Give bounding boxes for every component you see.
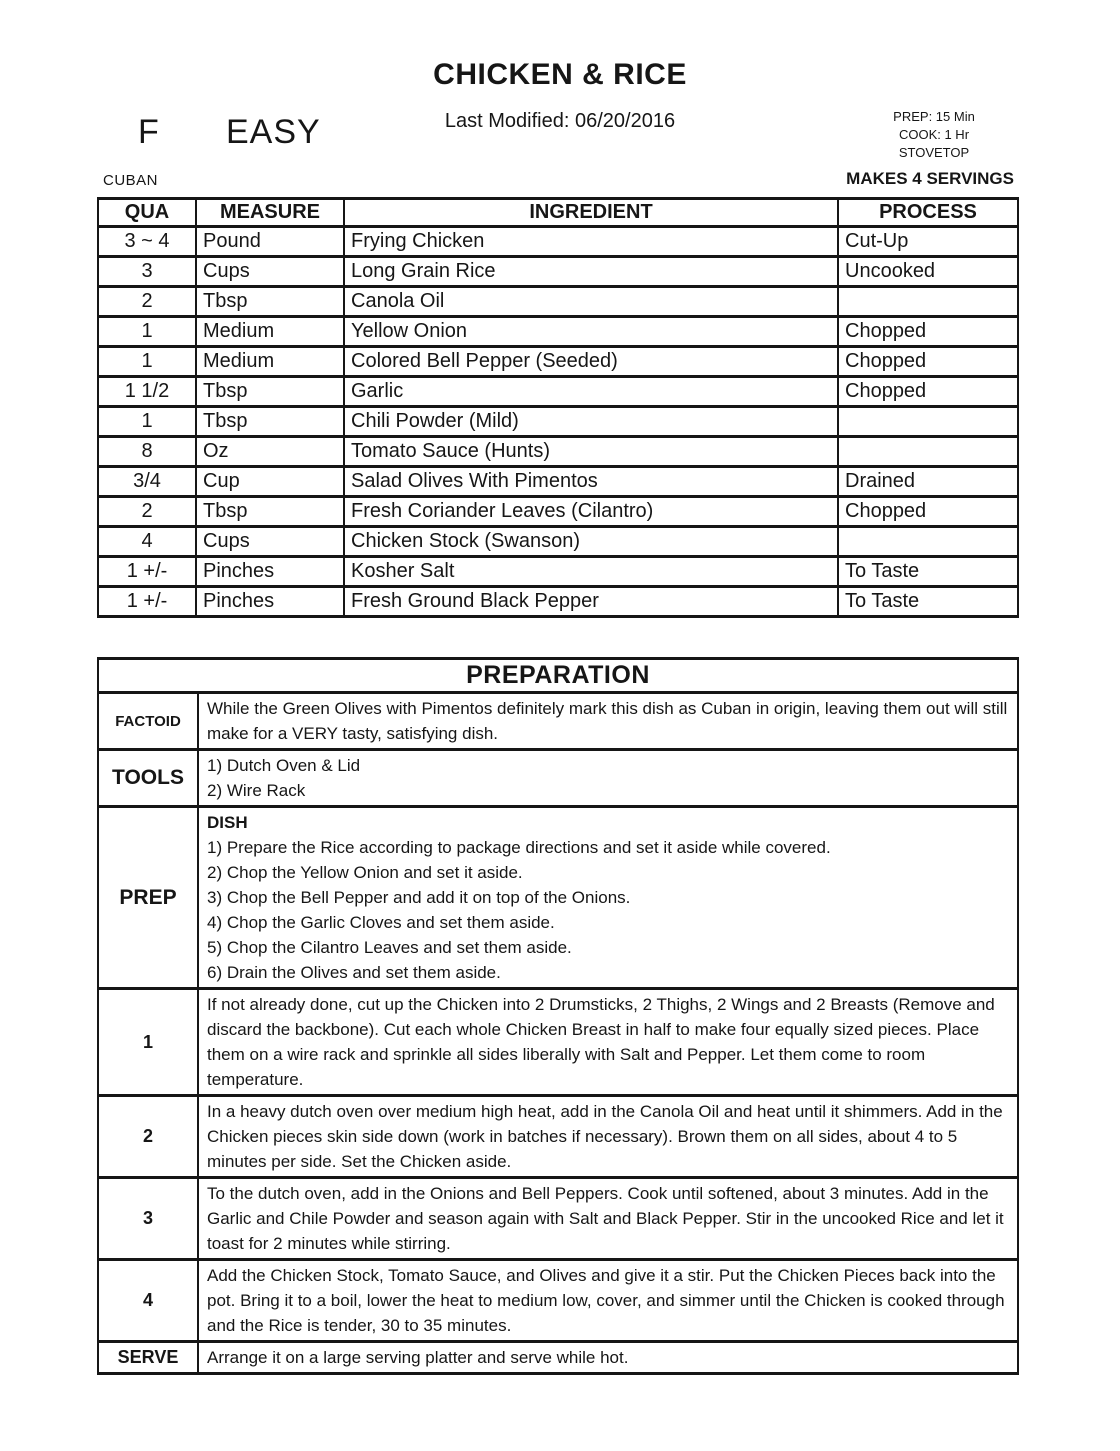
ingredient-process: [838, 527, 1018, 557]
ingredient-process: Uncooked: [838, 257, 1018, 287]
tool-item: 2) Wire Rack: [207, 781, 306, 800]
column-header-process: PROCESS: [838, 199, 1018, 227]
ingredient-name: Fresh Coriander Leaves (Cilantro): [344, 497, 838, 527]
factoid-label: FACTOID: [98, 693, 198, 750]
ingredient-measure: Pinches: [196, 587, 344, 617]
ingredient-qty: 1 +/-: [98, 557, 196, 587]
step-row: [98, 989, 1018, 1096]
ingredient-row: [98, 347, 1018, 377]
ingredient-process: Cut-Up: [838, 227, 1018, 257]
ingredient-row: [98, 227, 1018, 257]
prep-step-item: 4) Chop the Garlic Cloves and set them aside.: [207, 913, 555, 932]
ingredient-process: Chopped: [838, 347, 1018, 377]
cuisine-label: CUBAN: [103, 172, 159, 189]
last-modified-date: Last Modified: 06/20/2016: [444, 110, 676, 132]
prep-step-item: 3) Chop the Bell Pepper and add it on top of the Onions.: [207, 888, 631, 907]
step-number: 3: [98, 1178, 198, 1260]
factoid-text: While the Green Olives with Pimentos definitely mark this dish as Cuban in origin, leaving them out will still make for a VERY tasty, satisfying dish.: [198, 693, 1018, 750]
prep-time: PREP: 15 Min: [893, 109, 975, 124]
ingredient-name: Garlic: [344, 377, 838, 407]
ingredient-name: Frying Chicken: [344, 227, 838, 257]
preparation-table: [97, 657, 1019, 1375]
serve-label: SERVE: [98, 1342, 198, 1374]
serve-text: Arrange it on a large serving platter and serve while hot.: [198, 1342, 1018, 1374]
ingredient-qty: 3: [98, 257, 196, 287]
step-text: Add the Chicken Stock, Tomato Sauce, and Olives and give it a stir. Put the Chicken Pieces back into the pot. Bring it to a boil, lower the heat to medium low, cover, and simmer until the Chicken is cooked through and the Rice is tender, 30 to 35 minutes.: [198, 1260, 1018, 1342]
ingredient-row: [98, 407, 1018, 437]
recipe-flag: F: [138, 113, 159, 151]
prep-label: PREP: [98, 807, 198, 989]
ingredient-measure: Tbsp: [196, 497, 344, 527]
column-header-ingredient: INGREDIENT: [344, 199, 838, 227]
prep-step-item: 5) Chop the Cilantro Leaves and set them aside.: [207, 938, 572, 957]
ingredient-measure: Pound: [196, 227, 344, 257]
ingredient-qty: 1: [98, 347, 196, 377]
column-header-measure: MEASURE: [196, 199, 344, 227]
ingredient-row: [98, 437, 1018, 467]
step-number: 1: [98, 989, 198, 1096]
ingredient-name: Fresh Ground Black Pepper: [344, 587, 838, 617]
ingredient-measure: Tbsp: [196, 287, 344, 317]
step-number: 4: [98, 1260, 198, 1342]
ingredient-measure: Medium: [196, 317, 344, 347]
prep-heading: DISH: [207, 813, 248, 832]
ingredient-row: [98, 587, 1018, 617]
ingredient-measure: Cups: [196, 257, 344, 287]
timing-block: [853, 108, 1015, 162]
ingredients-table: [97, 197, 1019, 618]
tool-item: 1) Dutch Oven & Lid: [207, 756, 361, 775]
ingredient-process: Chopped: [838, 497, 1018, 527]
column-header-qua: QUA: [98, 199, 196, 227]
ingredient-name: Salad Olives With Pimentos: [344, 467, 838, 497]
ingredient-process: [838, 287, 1018, 317]
ingredient-row: [98, 317, 1018, 347]
ingredient-qty: 1 1/2: [98, 377, 196, 407]
ingredient-measure: Pinches: [196, 557, 344, 587]
servings-label: MAKES 4 SERVINGS: [846, 169, 1014, 188]
serve-row: [98, 1342, 1018, 1374]
prep-steps: [198, 807, 1018, 989]
ingredient-row: [98, 287, 1018, 317]
ingredient-qty: 1 +/-: [98, 587, 196, 617]
ingredient-qty: 3 ~ 4: [98, 227, 196, 257]
ingredient-process: Chopped: [838, 377, 1018, 407]
preparation-header-row: [98, 659, 1018, 693]
step-row: [98, 1096, 1018, 1178]
step-text: If not already done, cut up the Chicken into 2 Drumsticks, 2 Thighs, 2 Wings and 2 Breasts (Remove and discard the backbone). Cut each whole Chicken Breast in half to make four equally sized pieces. Place them on a wire rack and sprinkle all sides liberally with Salt and Pepper. Let them come to room temperature.: [198, 989, 1018, 1096]
ingredient-process: Chopped: [838, 317, 1018, 347]
ingredient-qty: 2: [98, 497, 196, 527]
ingredient-name: Long Grain Rice: [344, 257, 838, 287]
ingredient-row: [98, 497, 1018, 527]
tools-list: [198, 750, 1018, 807]
ingredient-name: Tomato Sauce (Hunts): [344, 437, 838, 467]
ingredient-qty: 2: [98, 287, 196, 317]
ingredient-row: [98, 527, 1018, 557]
step-text: To the dutch oven, add in the Onions and Bell Peppers. Cook until softened, about 3 minutes. Add in the Garlic and Chile Powder and season again with Salt and Black Pepper. Stir in the uncooked Rice and let it toast for 2 minutes while stirring.: [198, 1178, 1018, 1260]
ingredient-row: [98, 377, 1018, 407]
step-row: [98, 1178, 1018, 1260]
prep-step-item: 1) Prepare the Rice according to package directions and set it aside while covered.: [207, 838, 831, 857]
ingredient-name: Chicken Stock (Swanson): [344, 527, 838, 557]
ingredient-measure: Cups: [196, 527, 344, 557]
ingredient-measure: Medium: [196, 347, 344, 377]
ingredient-name: Kosher Salt: [344, 557, 838, 587]
ingredient-row: [98, 467, 1018, 497]
ingredient-qty: 4: [98, 527, 196, 557]
ingredient-row: [98, 557, 1018, 587]
preparation-title: PREPARATION: [98, 659, 1018, 693]
ingredient-qty: 8: [98, 437, 196, 467]
ingredient-qty: 3/4: [98, 467, 196, 497]
ingredient-name: Canola Oil: [344, 287, 838, 317]
ingredient-name: Colored Bell Pepper (Seeded): [344, 347, 838, 377]
step-row: [98, 1260, 1018, 1342]
ingredient-name: Yellow Onion: [344, 317, 838, 347]
ingredient-measure: Tbsp: [196, 407, 344, 437]
ingredient-row: [98, 257, 1018, 287]
ingredient-process: To Taste: [838, 587, 1018, 617]
ingredient-name: Chili Powder (Mild): [344, 407, 838, 437]
prep-step-item: 6) Drain the Olives and set them aside.: [207, 963, 501, 982]
ingredient-measure: Tbsp: [196, 377, 344, 407]
ingredient-process: To Taste: [838, 557, 1018, 587]
prep-step-item: 2) Chop the Yellow Onion and set it aside.: [207, 863, 523, 882]
ingredient-measure: Oz: [196, 437, 344, 467]
factoid-row: [98, 693, 1018, 750]
tools-row: [98, 750, 1018, 807]
ingredient-qty: 1: [98, 407, 196, 437]
tools-label: TOOLS: [98, 750, 198, 807]
cook-time: COOK: 1 Hr: [898, 127, 970, 142]
ingredients-header-row: [98, 199, 1018, 227]
cook-method: STOVETOP: [898, 145, 970, 160]
prep-row: [98, 807, 1018, 989]
step-text: In a heavy dutch oven over medium high heat, add in the Canola Oil and heat until it shimmers. Add in the Chicken pieces skin side down (work in batches if necessary). Brown them on all sides, about 4 to 5 minutes per side. Set the Chicken aside.: [198, 1096, 1018, 1178]
ingredient-measure: Cup: [196, 467, 344, 497]
page-title: CHICKEN & RICE: [433, 58, 687, 91]
ingredient-qty: 1: [98, 317, 196, 347]
ingredient-process: [838, 437, 1018, 467]
step-number: 2: [98, 1096, 198, 1178]
difficulty-label: EASY: [226, 113, 321, 151]
ingredient-process: [838, 407, 1018, 437]
ingredient-process: Drained: [838, 467, 1018, 497]
